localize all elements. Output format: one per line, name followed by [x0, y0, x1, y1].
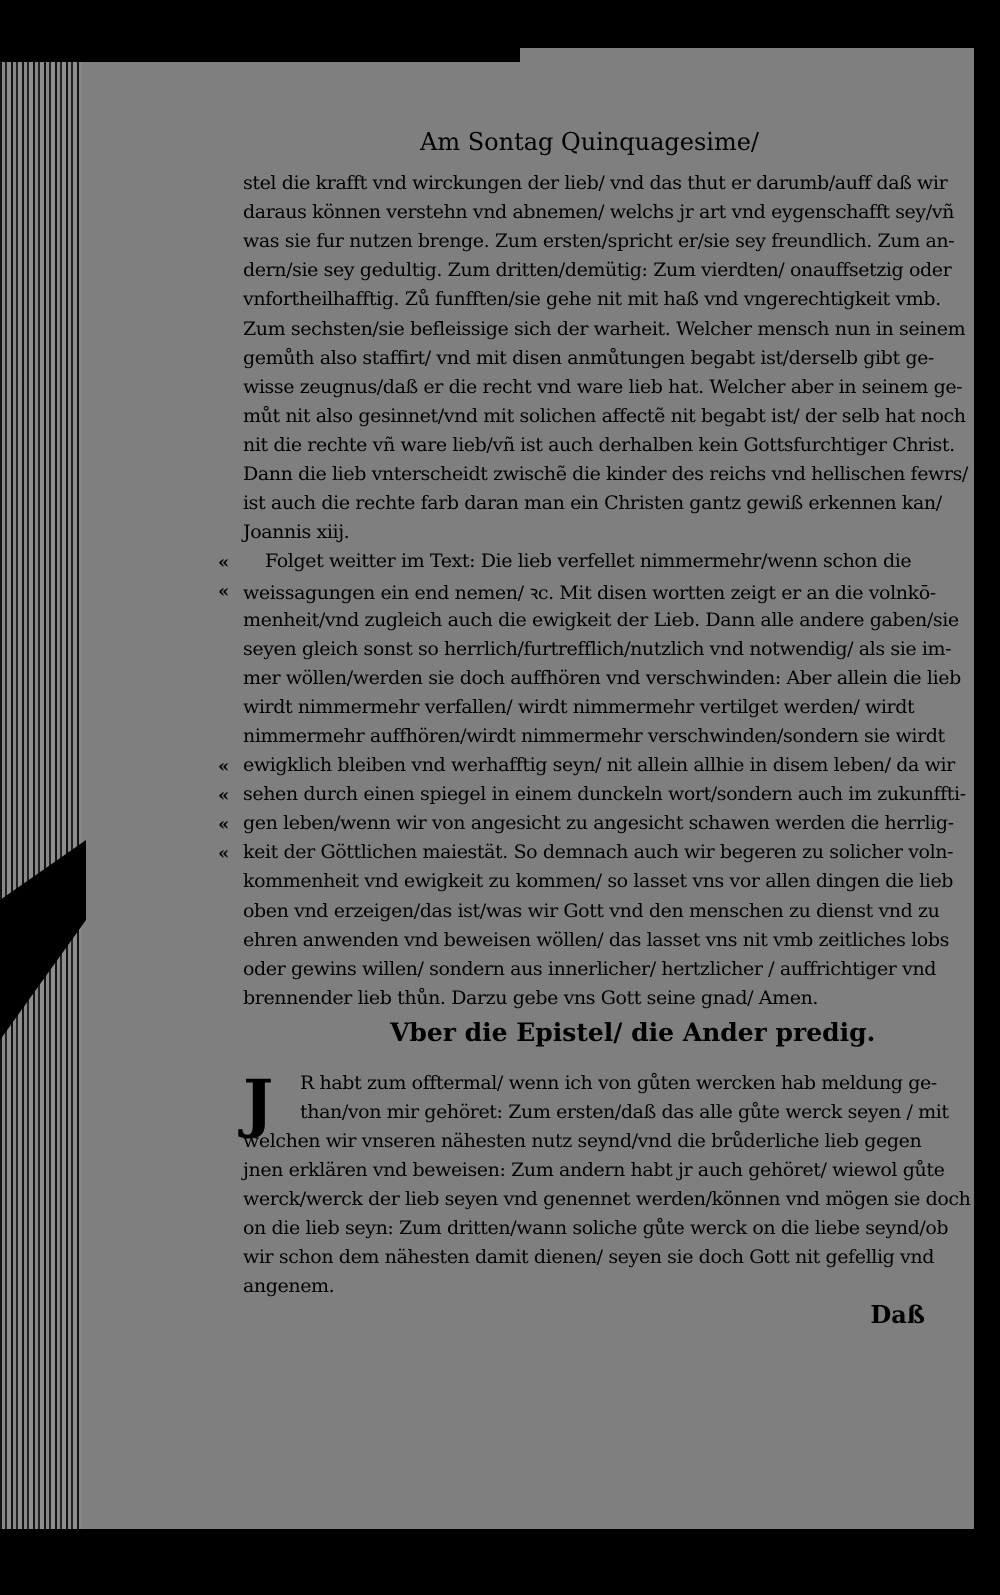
margin-quote-mark: «	[218, 785, 230, 807]
text-line: Zum sechsten/sie befleissige sich der warheit. Welcher mensch nun in seinem	[243, 317, 966, 340]
text-line: R habt zum offtermal/ wenn ich von gůten wercken hab meldung ge-	[300, 1072, 937, 1094]
text-line: weissagungen ein end nemen/ ꝛc. Mit disen wortten zeigt er an die volnkō-	[243, 582, 936, 605]
scan-edge-top-left	[0, 0, 520, 62]
drop-capital: J	[243, 1066, 274, 1141]
running-title: Am Sontag Quinquagesime/	[420, 128, 760, 156]
text-line: Folget weitter im Text: Die lieb verfellet nimmermehr/wenn schon die	[265, 550, 912, 573]
text-line: nit die rechte vñ ware lieb/vñ ist auch derhalben kein Gottsfurchtiger Christ.	[243, 433, 955, 456]
text-line: gemůth also staffirt/ vnd mit disen anmůtungen begabt ist/derselb gibt ge-	[243, 346, 934, 369]
margin-quote-mark: «	[218, 814, 230, 836]
text-line: angenem.	[243, 1275, 335, 1297]
text-line: ehren anwenden vnd beweisen wöllen/ das lasset vns nit vmb zeitliches lobs	[243, 928, 949, 951]
text-line: menheit/vnd zugleich auch die ewigkeit der Lieb. Dann alle andere gaben/sie	[243, 608, 959, 631]
text-line: oben vnd erzeigen/das ist/was wir Gott vnd den menschen zu dienst vnd zu	[243, 899, 940, 922]
text-line: mer wöllen/werden sie doch auffhören vnd verschwinden: Aber allein die lieb	[243, 666, 961, 689]
text-line: wirdt nimmermehr verfallen/ wirdt nimmermehr vertilget werden/ wirdt	[243, 695, 915, 718]
text-line: seyen gleich sonst so herrlich/furtrefflich/nutzlich vnd notwendig/ als sie im-	[243, 637, 952, 660]
text-line: daraus können verstehn vnd abnemen/ welchs jr art vnd eygenschafft sey/vñ	[243, 201, 954, 224]
catchword: Daß	[870, 1300, 925, 1329]
text-line: on die lieb seyn: Zum dritten/wann soliche gůte werck on die liebe seynd/ob	[243, 1217, 949, 1239]
text-line: jnen erklären vnd beweisen: Zum andern habt jr auch gehöret/ wiewol gůte	[243, 1159, 945, 1181]
text-line: stel die krafft vnd wirckungen der lieb/ vnd das thut er darumb/auff daß wir	[243, 172, 948, 194]
text-line: Joannis xiij.	[243, 521, 350, 544]
text-line: keit der Göttlichen maiestät. So demnach auch wir begeren zu solicher voln-	[243, 841, 954, 864]
text-line: vnfortheilhafftig. Zů funfften/sie gehe nit mit haß vnd vngerechtigkeit vmb.	[243, 288, 941, 311]
text-line: oder gewins willen/ sondern aus innerlicher/ hertzlicher / auffrichtiger vnd	[243, 957, 937, 980]
text-line: was sie fur nutzen brenge. Zum ersten/spricht er/sie sey freundlich. Zum an-	[243, 230, 955, 253]
scan-edge-bottom	[0, 1529, 1000, 1595]
text-line: wisse zeugnus/daß er die recht vnd ware lieb hat. Welcher aber in seinem ge-	[243, 375, 963, 398]
text-line: brennender lieb thůn. Darzu gebe vns Gott seine gnad/ Amen.	[243, 986, 819, 1009]
text-line: nimmermehr auffhören/wirdt nimmermehr verschwinden/sondern sie wirdt	[243, 724, 945, 747]
scan-edge-right	[974, 0, 1000, 1595]
text-line: Dann die lieb vnterscheidt zwischẽ die kinder des reichs vnd hellischen fewrs/	[243, 463, 968, 485]
margin-quote-mark: «	[218, 581, 230, 603]
book-binding-edge	[0, 60, 82, 1530]
text-line: dern/sie sey gedultig. Zum dritten/demütig: Zum vierdten/ onauffsetzig oder	[243, 259, 952, 282]
section-heading: Vber die Epistel/ die Ander predig.	[390, 1018, 876, 1047]
margin-quote-mark: «	[218, 843, 230, 865]
text-line: ewigklich bleiben vnd werhafftig seyn/ nit allein allhie in disem leben/ da wir	[243, 754, 955, 776]
text-line: sehen durch einen spiegel in einem dunckeln wort/sondern auch im zukunffti-	[243, 783, 966, 806]
text-line: gen leben/wenn wir von angesicht zu angesicht schawen werden die herrlig-	[243, 812, 954, 835]
text-line: ist auch die rechte farb daran man ein Christen gantz gewiß erkennen kan/	[243, 492, 942, 515]
margin-quote-mark: «	[218, 552, 230, 574]
text-line: můt nit also gesinnet/vnd mit solichen affectẽ nit begabt ist/ der selb hat noch	[243, 404, 966, 427]
margin-quote-mark: «	[218, 756, 230, 777]
text-line: welchen wir vnseren nähesten nutz seynd/vnd die brůderliche lieb gegen	[243, 1130, 922, 1152]
text-line: werck/werck der lieb seyen vnd genennet werden/können vnd mögen sie doch	[243, 1188, 971, 1210]
text-line: than/von mir gehöret: Zum ersten/daß das alle gůte werck seyen / mit	[300, 1101, 949, 1123]
text-line: kommenheit vnd ewigkeit zu kommen/ so lasset vns vor allen dingen die lieb	[243, 870, 954, 893]
text-line: wir schon dem nähesten damit dienen/ seyen sie doch Gott nit gefellig vnd	[243, 1246, 934, 1268]
